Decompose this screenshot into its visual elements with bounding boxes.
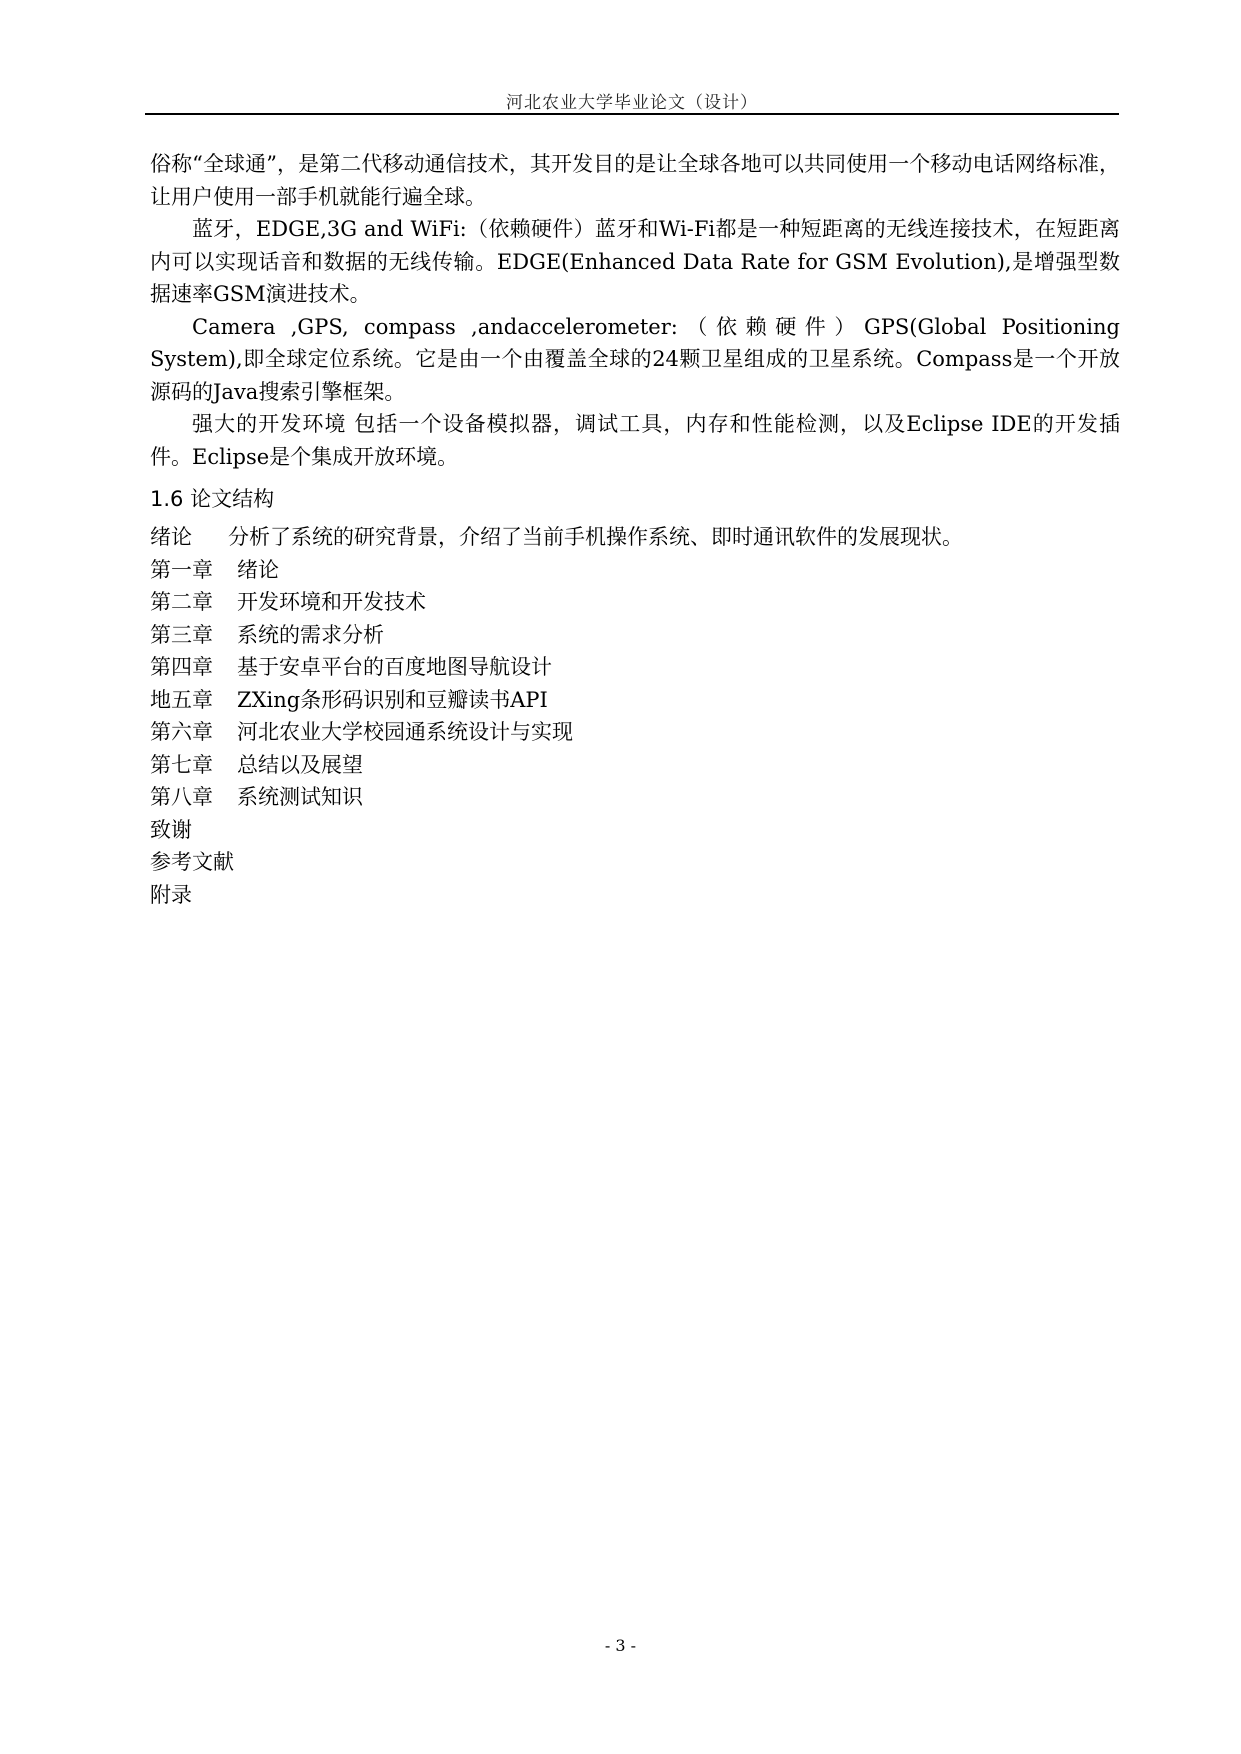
- chapter-label: 参考文献: [150, 850, 234, 874]
- list-item: [150, 684, 1120, 717]
- paragraph: 俗称“全球通”，是第二代移动通信技术，其开发目的是让全球各地可以共同使用一个移动电话网络标准，让用户使用一部手机就能行遍全球。: [150, 152, 1120, 209]
- chapter-label: 第六章: [150, 720, 213, 744]
- chapter-text: 分析了系统的研究背景，介绍了当前手机操作系统、即时通讯软件的发展现状。: [228, 525, 963, 549]
- page-header: 河北农业大学毕业论文（设计）: [506, 93, 758, 113]
- list-item: [150, 879, 1120, 912]
- chapter-label: 第七章: [150, 752, 213, 777]
- list-item: [150, 586, 1120, 619]
- list-item: [150, 814, 1120, 847]
- chapter-text: 系统测试知识: [237, 785, 363, 809]
- paragraph: Camera ,GPS, compass ,andaccelerometer:（依赖硬件）GPS(Global Positioning System),即全球定位系统。它是由一个由覆盖全球的24颗卫星组成的卫星系统。Compass是一个开放源码的Java搜索引擎框架。: [150, 314, 1120, 404]
- paragraph: 强大的开发环境 包括一个设备模拟器，调试工具，内存和性能检测，以及Eclipse IDE的开发插件。Eclipse是个集成开放环境。: [150, 412, 1120, 469]
- structure-list: [150, 521, 1120, 911]
- chapter-label: 第八章: [150, 785, 213, 809]
- header-rule: [145, 113, 1119, 115]
- chapter-text: 基于安卓平台的百度地图导航设计: [237, 655, 552, 679]
- page-number: - 3 -: [604, 1636, 637, 1655]
- chapter-text: 系统的需求分析: [237, 622, 384, 647]
- list-item: [150, 716, 1120, 749]
- paragraph: 蓝牙，EDGE,3G and WiFi:（依赖硬件）蓝牙和Wi-Fi都是一种短距离的无线连接技术，在短距离内可以实现话音和数据的无线传输。EDGE(Enhanced Data Rate for GSM Evolution),是增强型数据速率GSM演进技术。: [150, 217, 1120, 306]
- list-item: [150, 554, 1120, 587]
- list-item: [150, 846, 1120, 879]
- section-heading: 1.6 论文结构: [150, 487, 275, 511]
- chapter-label: 附录: [150, 882, 192, 907]
- chapter-label: 第一章: [150, 557, 213, 582]
- page-body: [150, 148, 1120, 911]
- list-item: [150, 651, 1120, 684]
- chapter-text: 开发环境和开发技术: [237, 590, 426, 614]
- chapter-label: 第三章: [150, 622, 213, 647]
- chapter-label: 第四章: [150, 655, 213, 679]
- list-item: [150, 749, 1120, 782]
- chapter-text: 绪论: [237, 557, 279, 582]
- chapter-label: 绪论: [150, 525, 192, 549]
- chapter-text: 河北农业大学校园通系统设计与实现: [237, 720, 573, 744]
- chapter-label: 地五章: [150, 687, 213, 712]
- chapter-text: 总结以及展望: [237, 752, 363, 777]
- list-item: [150, 521, 1120, 554]
- chapter-label: 致谢: [150, 817, 192, 842]
- chapter-label: 第二章: [150, 590, 213, 614]
- list-item: [150, 619, 1120, 652]
- chapter-text: ZXing条形码识别和豆瓣读书API: [237, 687, 548, 712]
- list-item: [150, 781, 1120, 814]
